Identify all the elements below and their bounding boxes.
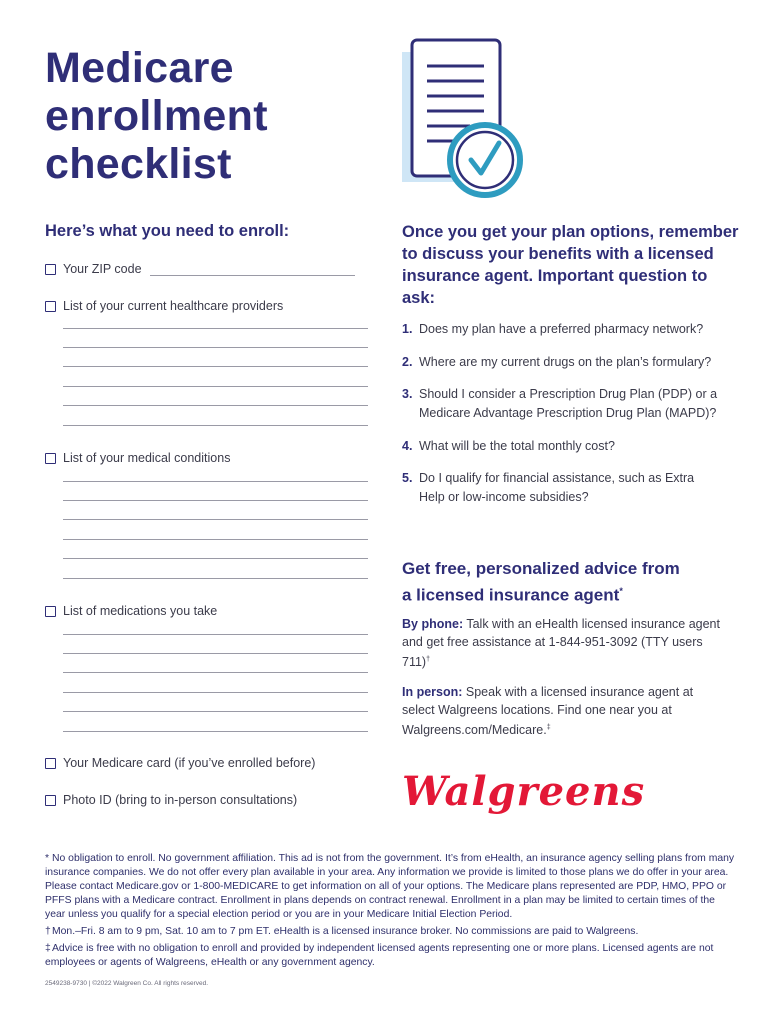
footnote-text: Mon.–Fri. 8 am to 9 pm, Sat. 10 am to 7 pm ET. eHealth is a licensed insurance broker. No commissions are paid to Walgreens. xyxy=(52,926,639,937)
write-line[interactable] xyxy=(63,578,368,579)
checklist-item-photo-id[interactable] xyxy=(45,793,297,807)
item-label: List of medications you take xyxy=(63,604,218,618)
write-line[interactable] xyxy=(63,672,368,673)
question-text: Do I qualify for financial assistance, such as Extra Help or low-income subsidies? xyxy=(419,471,695,504)
footnote-hours xyxy=(45,925,735,939)
question-number: 4. xyxy=(402,439,413,453)
footnote-text: No obligation to enroll. No government affiliation. This ad is not from the government. It’s from eHealth, an insurance agency selling plans from many insurance companies. We do not offer every plan available in your area. Any information we provide is limited to those plans we do offer in your area. Please contact Medicare.gov or 1-800-MEDICARE to get information on all of your options. The Medicare plans represented are PDP, HMO, PPO or PFFS plans with a Medicare contract. Enrollment in plans depends on contract renewal. Enrollment in a plan may be limited to certain times of the year unless you qualify for a special election period or you are in your Medicare Initial Election Period. xyxy=(45,853,735,920)
checklist-item-medications[interactable] xyxy=(45,604,217,618)
write-line[interactable] xyxy=(63,328,368,329)
footnote-text: Advice is free with no obligation to enroll and provided by independent licensed agents representing one or more plans. Licensed agents are not employees or agents of Walgreens, eHealth or any government agency. xyxy=(45,943,714,968)
phone-text: Talk with an eHealth licensed insurance agent and get free assistance at 1-844-951-3092 (TTY users 711) xyxy=(402,617,720,670)
item-label: Your ZIP code xyxy=(63,262,142,276)
advice-heading-text: Get free, personalized advice from a licensed insurance agent xyxy=(402,559,680,605)
advice-heading xyxy=(402,558,682,607)
write-line[interactable] xyxy=(63,711,368,712)
document-checklist-icon xyxy=(400,36,525,201)
question-number: 3. xyxy=(402,387,413,401)
checklist-item-zip[interactable] xyxy=(45,262,355,276)
page-title xyxy=(45,44,365,188)
write-line[interactable] xyxy=(63,731,368,732)
title-line-1: Medicare xyxy=(45,44,234,92)
question-text: Should I consider a Prescription Drug Plan (PDP) or a Medicare Advantage Prescription Drug Plan (MAPD)? xyxy=(419,387,718,420)
checkbox[interactable] xyxy=(45,264,56,275)
write-line[interactable] xyxy=(63,347,368,348)
footnote-disclaimer xyxy=(45,852,735,922)
item-label: Photo ID (bring to in-person consultations) xyxy=(63,793,298,807)
write-line[interactable] xyxy=(63,558,368,559)
footnote-advice xyxy=(45,942,735,970)
question-number: 1. xyxy=(402,322,413,336)
agent-questions-heading: Once you get your plan options, remember to discuss your benefits with a licensed insurance agent. Important question to ask: xyxy=(402,223,739,307)
checkbox[interactable] xyxy=(45,606,56,617)
write-line[interactable] xyxy=(63,692,368,693)
checkbox[interactable] xyxy=(45,758,56,769)
write-line[interactable] xyxy=(63,519,368,520)
question-text: What will be the total monthly cost? xyxy=(419,439,615,453)
item-label: List of your current healthcare providers xyxy=(63,299,284,313)
footnote-mark: * xyxy=(619,586,623,596)
copyright-notice: 2549238-9730 | ©2022 Walgreen Co. All rights reserved. xyxy=(45,980,209,987)
question-item xyxy=(402,320,742,339)
write-line[interactable] xyxy=(63,386,368,387)
checkbox[interactable] xyxy=(45,301,56,312)
person-label: In person: xyxy=(402,685,463,699)
checkbox[interactable] xyxy=(45,453,56,464)
question-number: 2. xyxy=(402,355,413,369)
question-text: Where are my current drugs on the plan’s formulary? xyxy=(419,355,712,369)
question-number: 5. xyxy=(402,471,413,485)
write-line[interactable] xyxy=(63,366,368,367)
in-person-paragraph xyxy=(402,683,702,739)
question-text: Does my plan have a preferred pharmacy network? xyxy=(419,322,704,336)
question-item xyxy=(402,437,742,456)
checklist-item-medicare-card[interactable] xyxy=(45,756,315,770)
footnote-mark: * xyxy=(45,853,50,864)
write-line[interactable] xyxy=(63,500,368,501)
footnote-mark: † xyxy=(426,656,430,663)
question-item xyxy=(402,469,702,507)
write-line[interactable] xyxy=(63,405,368,406)
person-text: Speak with a licensed insurance agent at select Walgreens locations. Find one near you at Walgreens.com/Medicare. xyxy=(402,685,694,738)
item-label: Your Medicare card (if you’ve enrolled before) xyxy=(63,756,316,770)
write-line[interactable] xyxy=(63,425,368,426)
phone-label: By phone: xyxy=(402,617,464,631)
item-label: List of your medical conditions xyxy=(63,451,231,465)
write-line[interactable] xyxy=(63,481,368,482)
check-circle-icon xyxy=(450,125,520,195)
checklist-item-providers[interactable] xyxy=(45,299,283,313)
zip-write-line[interactable] xyxy=(150,263,355,276)
checkbox[interactable] xyxy=(45,795,56,806)
write-line[interactable] xyxy=(63,634,368,635)
question-item xyxy=(402,353,742,372)
footnote-mark: ‡ xyxy=(45,943,51,954)
write-line[interactable] xyxy=(63,539,368,540)
footnote-mark: † xyxy=(45,926,51,937)
footnote-mark: ‡ xyxy=(546,724,551,731)
checklist-item-conditions[interactable] xyxy=(45,451,230,465)
title-line-2: enrollment xyxy=(45,92,268,140)
by-phone-paragraph xyxy=(402,615,732,671)
walgreens-logo: Walgreens xyxy=(402,768,646,815)
write-line[interactable] xyxy=(63,653,368,654)
question-item xyxy=(402,385,742,423)
title-line-3: checklist xyxy=(45,140,232,188)
enroll-requirements-heading: Here’s what you need to enroll: xyxy=(45,222,290,240)
